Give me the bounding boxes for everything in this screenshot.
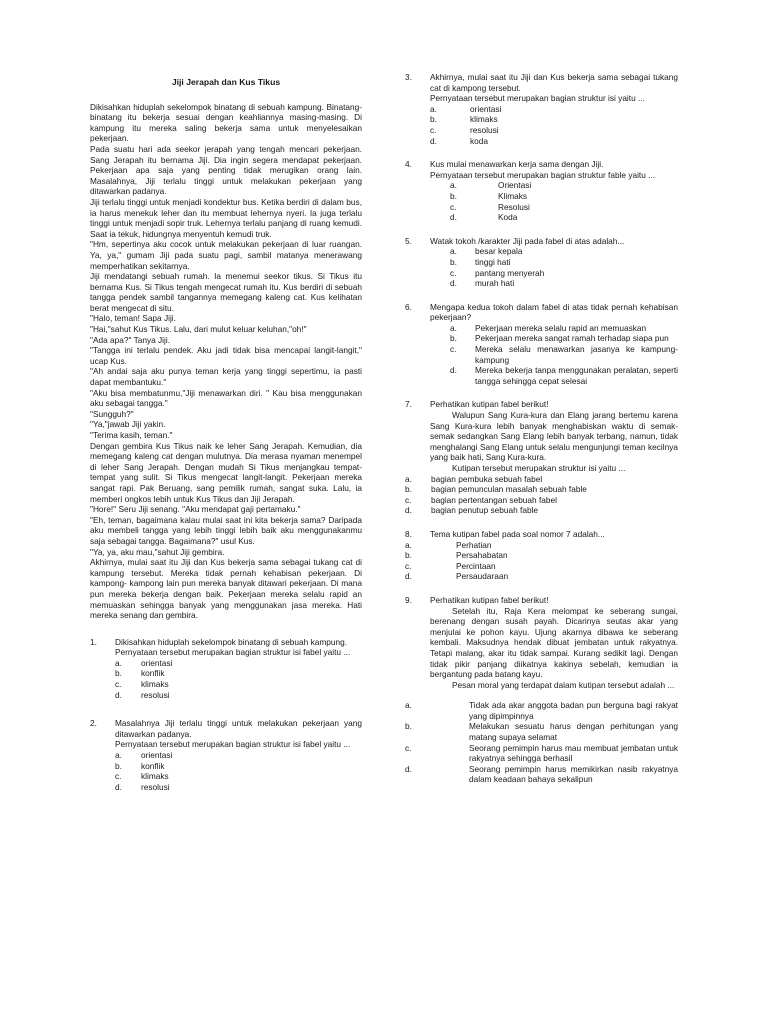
story-paragraph: "Hm, sepertinya aku cocok untuk melakukan pekerjaan di luar ruangan. Ya, ya," gumam Jiji pada suatu pagi, sambil matanya menerawang memperhatikan sekitarnya. [90,239,362,271]
question-9 [405,595,678,785]
answer-option[interactable]: d. bagian penutup sebuah fable [405,505,539,516]
question-text: Kutipan tersebut merupakan struktur isi yaitu ... [452,463,626,473]
answer-option[interactable]: b. bagian pemunculan masalah sebuah fable [405,484,587,495]
question-text: Perhatikan kutipan fabel berikut! [430,399,549,410]
story-paragraph: Jiji mendatangi sebuah rumah. Ia menemui seekor tikus. Si Tikus itu bernama Kus. Si Tikus tengah mengecat rumah itu. Kus berdiri di sebuah tangga pendek sambil tangannya memegang kaleng cat. Kus kelihatan berat mengecat di situ. [90,271,362,313]
story-paragraph: "Terima kasih, teman." [90,430,173,440]
answer-option[interactable]: c. klimaks [115,771,169,782]
question-text: Pesan moral yang terdapat dalam kutipan tersebut adalah ... [452,679,675,690]
answer-option[interactable]: a. Tidak ada akar anggota badan pun berguna bagi rakyat yang dipimpinnya [405,700,678,721]
left-column [90,0,362,805]
question-text: Kus mulai menawarkan kerja sama dengan Jiji. [430,159,604,170]
answer-option[interactable]: c. bagian pertentangan sebuah fabel [405,494,557,505]
story-paragraph: "Aku bisa membatunmu,"Jiji menawarkan diri. " Kau bisa menggunakan aku sebagai tangga." [90,387,362,409]
question-text: Masalahnya Jiji terlalu tinggi untuk melakukan pekerjaan yang ditawarkan padanya. [115,718,362,739]
story-paragraph: "Hai,"sahut Kus Tikus. Lalu, dari mulut keluar keluhan,"oh!" [90,324,307,335]
story-paragraph: Akhirnya, mulai saat itu Jiji dan Kus bekerja sama sebagai tukang cat di kampung tersebut. Mereka tidak pernah kehabisan pekerjaan. Di kampong- kampong lain pun mereka banyak ditawari pekerjaan. Di mana pun mereka bekerja dengan baik. Pekerjaan mereka selalu rapid an memuaskan sehingga banyak yang menggunakan jasa mereka. Hati mereka senang dan gembira. [90,557,362,621]
answer-option[interactable]: d. Mereka bekerja tanpa menggunakan peralatan, seperti tangga sehingga cepat selesai [450,365,678,386]
answer-option[interactable]: a. Orientasi [450,180,532,191]
question-text: Pernyataan tersebut merupakan bagian struktur isi fabel yaitu ... [115,739,351,750]
quoted-passage: Setelah itu, Raja Kera melompat ke seberang sungai, berenang dengan susah payah. Dicarinya seutas akar yang menjulai ke pohon kayu. Ujung akarnya dibawa ke seberang kembali. Maksudnya hendak dibuat jembatan untuk rakyatnya. Tetapi malang, akar itu tidak sampai. Kurang sedikit lagi. Dengan tidak pikir panjang diikatnya kakinya sebelah, kemudian ia bergantung pada batang kayu. [430,605,678,680]
question-number: 4. [405,159,412,170]
question-number: 8. [405,528,412,539]
answer-option[interactable]: d. koda [430,135,488,146]
question-number: 2. [90,718,97,729]
question-number: 7. [405,399,412,410]
answer-option[interactable]: c. Resolusi [450,201,530,212]
question-text: Mengapa kedua tokoh dalam fabel di atas tidak pernah kehabisan pekerjaan? [430,301,678,323]
question-3 [405,72,678,146]
story-paragraph: "Eh, teman, bagaimana kalau mulai saat ini kita bekerja sama? Daripada aku membeli tangga yang lebih tinggi lebih baik aku menggunakanmu saja sebagai tangga. Bagaimana?" usul Kus. [90,514,362,546]
answer-option[interactable]: b. Melakukan sesuatu harus dengan perhitungan yang matang supaya selamat [405,721,678,743]
answer-option[interactable]: a. orientasi [115,657,173,668]
answer-option[interactable]: c. resolusi [430,124,499,135]
right-column [405,0,678,798]
answer-option[interactable]: a. besar kepala [450,246,523,257]
answer-option[interactable]: b. Pekerjaan mereka sangat ramah terhadap siapa pun [450,333,669,344]
answer-option[interactable]: c. Mereka selalu menawarkan jasanya ke kampung-kampung [450,344,678,365]
answer-option[interactable]: a. bagian pembuka sebuah fabel [405,473,543,484]
story-text [90,102,362,621]
quoted-passage: Walupun Sang Kura-kura dan Elang jarang bertemu karena Sang Kura-kura lebih banyak menghabiskan waktu di semak-semak sedangkan Sang Elang lebih banyak terbang, namun, tidak menghalangi Sang Elang untuk selalu mengunjungi teman kecilnya yang baik hati, Sang Kura-kura. [430,410,678,463]
answer-option[interactable]: b. klimaks [430,114,498,125]
answer-option[interactable]: a. orientasi [115,750,173,761]
answer-option[interactable]: a. Pekerjaan mereka selalu rapid an memuaskan [450,322,647,333]
question-number: 1. [90,636,97,647]
question-8 [405,529,678,582]
question-number: 3. [405,72,412,82]
answer-option[interactable]: c. pantang menyerah [450,267,545,278]
question-text: Pernyataan tersebut merupakan bagian struktur isi yaitu ... [430,93,645,104]
question-text: Pernyataan tersebut merupakan bagian struktur isi fabel yaitu ... [115,647,351,658]
question-text: Tema kutipan fabel pada soal nomor 7 adalah... [430,528,605,539]
story-paragraph: "Ya,"jawab Jiji yakin. [90,419,166,430]
story-paragraph: "Ah andai saja aku punya teman kerja yang tinggi sepertimu, ia pasti dapat membantuku." [90,366,362,388]
answer-option[interactable]: d. murah hati [450,278,515,289]
answer-option[interactable]: d. Seorang pemimpin harus memikirkan nasib rakyatnya dalam keadaan bahaya sekalipun [405,763,678,785]
answer-option[interactable]: b. tinggi hati [450,256,511,267]
story-paragraph: "Ya, ya, aku mau,"sahut Jiji gembira. [90,546,225,557]
story-paragraph: "Sungguh?" [90,408,134,419]
story-paragraph: Jiji terlalu tinggi untuk menjadi kondektur bus. Ketika berdiri di dalam bus, ia harus menekuk leher dan itu membuat lehernya nyeri. Ia juga terlalu tinggi untuk menjadi sopir truk. Lehernya terlalu panjang di ruang kemudi. Saat ia tekuk, hidungnya menyentuh kemudi truk. [90,196,362,239]
story-paragraph: "Halo, teman! Sapa Jiji. [90,313,176,324]
answer-option[interactable]: a. Perhatian [405,539,492,550]
question-7 [405,399,678,516]
story-paragraph: "Hore!" Seru Jiji senang. "Aku mendapat gaji pertamaku." [90,504,301,515]
answer-option[interactable]: d. resolusi [115,689,170,700]
answer-option[interactable]: c. Percintaan [405,560,496,571]
answer-option[interactable]: b. Persahabatan [405,550,508,561]
question-number: 6. [405,301,412,312]
answer-option[interactable]: d. resolusi [115,781,170,792]
answer-option[interactable]: c. klimaks [115,679,169,690]
question-text: Pernyataan tersebut merupakan bagian struktur fable yaitu ... [430,169,656,180]
answer-option[interactable]: b. konflik [115,760,165,771]
answer-option[interactable]: b. konflik [115,668,165,679]
question-text: Dikisahkan hiduplah sekelompok binatang di sebuah kampung. [115,636,348,647]
question-text: Watak tokoh /karakter Jiji pada fabel di atas adalah... [430,235,625,246]
story-paragraph: "Tangga ini terlalu pendek. Aku jadi tidak bisa mencapai langit-langit," ucap Kus. [90,345,362,366]
question-5 [405,236,678,289]
story-paragraph: Pada suatu hari ada seekor jerapah yang tengah mencari pekerjaan. Sang Jerapah itu bernama Jiji. Dia ingin segera mendapat pekerjaan. Pekerjaan apa saja yang penting tidak merugikan orang lain. Masalahnya, Jiji terlalu tinggi untuk melakukan pekerjaan yang ditawarkan padanya. [90,143,362,197]
answer-option[interactable]: d. Koda [450,212,518,223]
question-2 [90,718,362,792]
answer-option[interactable]: c. Seorang pemimpin harus mau membuat jembatan untuk rakyatnya sehingga berhasil [405,742,678,764]
answer-option[interactable]: d. Persaudaraan [405,571,509,582]
story-paragraph: "Ada apa?" Tanya Jiji. [90,334,170,345]
question-4 [405,159,678,223]
question-text: Akhirnya, mulai saat itu Jiji dan Kus bekerja sama sebagai tukang cat di kampong tersebut. [430,72,678,93]
question-text: Perhatikan kutipan fabel berikut! [430,594,549,605]
question-1 [90,637,362,701]
story-title: Jiji Jerapah dan Kus Tikus [171,77,281,87]
answer-option[interactable]: a. orientasi [430,103,502,114]
question-number: 5. [405,235,412,246]
question-6 [405,302,678,387]
story-paragraph: Dengan gembira Kus Tikus naik ke leher Sang Jerapah. Kemudian, dia memegang kaleng cat dengan mulutnya. Dia merasa nyaman menempel di leher Sang Jerapah. Dengan mudah Si Tikus menjangkau tempat-tempat yang sulit. Si Tikus mengecat langit-langit. Pekerjaan mereka sangat rapi. Pak Beruang, sang pemilik rumah, sangat suka. Lalu, ia memberi ongkos lebih untuk Kus Tikus dan Jiji Jerapah. [90,440,362,504]
story-paragraph: Dikisahkan hiduplah sekelompok binatang di sebuah kampung. Binatang-binatang itu bekerja sesuai dengan keahliannya masing-masing. Di kampung itu mereka saling bekerja sama untuk menyelesaikan pekerjaan. [90,101,362,144]
answer-option[interactable]: b. Klimaks [450,190,528,201]
question-number: 9. [405,594,412,605]
